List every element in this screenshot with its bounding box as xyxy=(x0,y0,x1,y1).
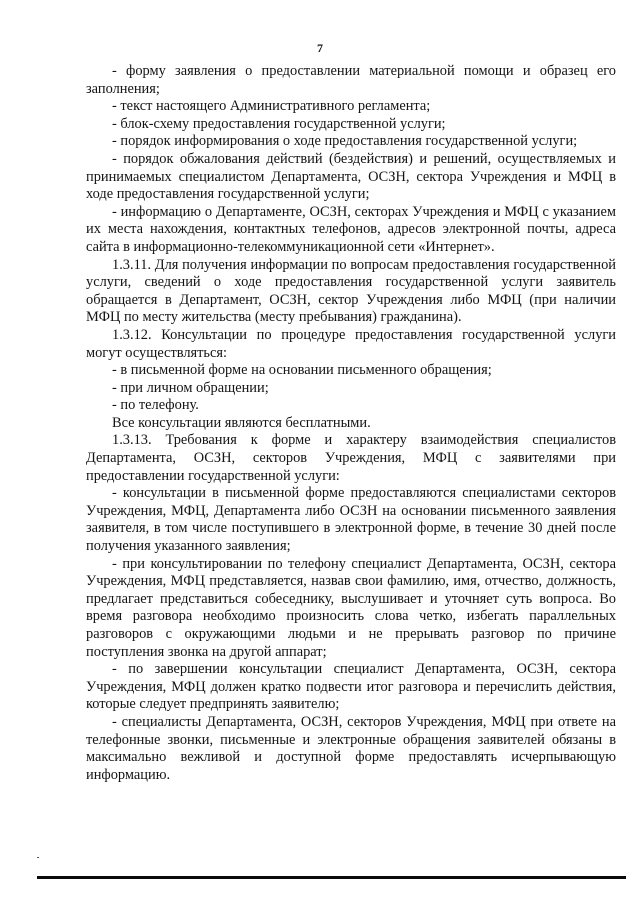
page-bottom-rule xyxy=(37,876,626,879)
paragraph: - специалисты Департамента, ОСЗН, секторов Учреждения, МФЦ при ответе на телефонные звонки, письменные и электронные обращения заявителей обязаны в максимально вежливой и доступной форме предоставлять исчерпывающую информацию. xyxy=(86,713,616,783)
paragraph: - по телефону. xyxy=(112,397,199,414)
paragraph: - блок-схему предоставления государственной услуги; xyxy=(112,115,446,132)
paragraph: - при личном обращении; xyxy=(112,379,269,396)
paragraph: 1.3.12. Консультации по процедуре предоставления государственной услуги могут осуществляться: xyxy=(86,326,616,361)
paragraph: - текст настоящего Административного регламента; xyxy=(112,98,431,115)
scan-speck xyxy=(37,857,39,858)
paragraph: - порядок информирования о ходе предоставления государственной услуги; xyxy=(112,133,578,150)
paragraph: - форму заявления о предоставлении материальной помощи и образец его заполнения; xyxy=(86,63,616,97)
document-body xyxy=(86,63,616,784)
paragraph: - информацию о Департаменте, ОСЗН, секторах Учреждения и МФЦ с указанием их места нахождения, контактных телефонов, адресов электронной почты, адреса сайта в информационно-телекоммуникационной сети «Интернет». xyxy=(86,203,616,255)
paragraph: - порядок обжалования действий (бездействия) и решений, осуществляемых и принимаемых специалистом Департамента, ОСЗН, сектора Учреждения и МФЦ в ходе предоставления государственной услуги; xyxy=(86,150,616,203)
paragraph: 1.3.13. Требования к форме и характеру взаимодействия специалистов Департамента, ОСЗН, секторов Учреждения, МФЦ с заявителями при предоставлении государственной услуги: xyxy=(86,432,616,484)
page-number: 7 xyxy=(317,41,323,55)
paragraph: - в письменной форме на основании письменного обращения; xyxy=(112,362,492,379)
paragraph: - при консультировании по телефону специалист Департамента, ОСЗН, сектора Учреждения, МФЦ представляется, назвав свои фамилию, имя, отчество, должность, предлагает представиться собеседнику, выслушивает и уточняет суть вопроса. Во время разговора необходимо произносить слова четко, избегать параллельных разговоров с окружающими людьми и не прерывать разговор по причине поступления звонка на другой аппарат; xyxy=(86,555,616,660)
paragraph: 1.3.11. Для получения информации по вопросам предоставления государственной услуги, сведений о ходе предоставления государственной услуги заявитель обращается в Департамент, ОСЗН, сектор Учреждения либо МФЦ (при наличии МФЦ по месту жительства (месту пребывания) гражданина). xyxy=(86,256,616,326)
paragraph: - по завершении консультации специалист Департамента, ОСЗН, сектора Учреждения, МФЦ должен кратко подвести итог разговора и перечислить действия, которые следует предпринять заявителю; xyxy=(86,661,616,713)
paragraph: Все консультации являются бесплатными. xyxy=(112,414,371,431)
paragraph: - консультации в письменной форме предоставляются специалистами секторов Учреждения, МФЦ, Департамента либо ОСЗН на основании письменного заявления заявителя, в том числе поступившего в электронной форме, в течение 30 дней после получения указанного заявления; xyxy=(86,485,616,555)
